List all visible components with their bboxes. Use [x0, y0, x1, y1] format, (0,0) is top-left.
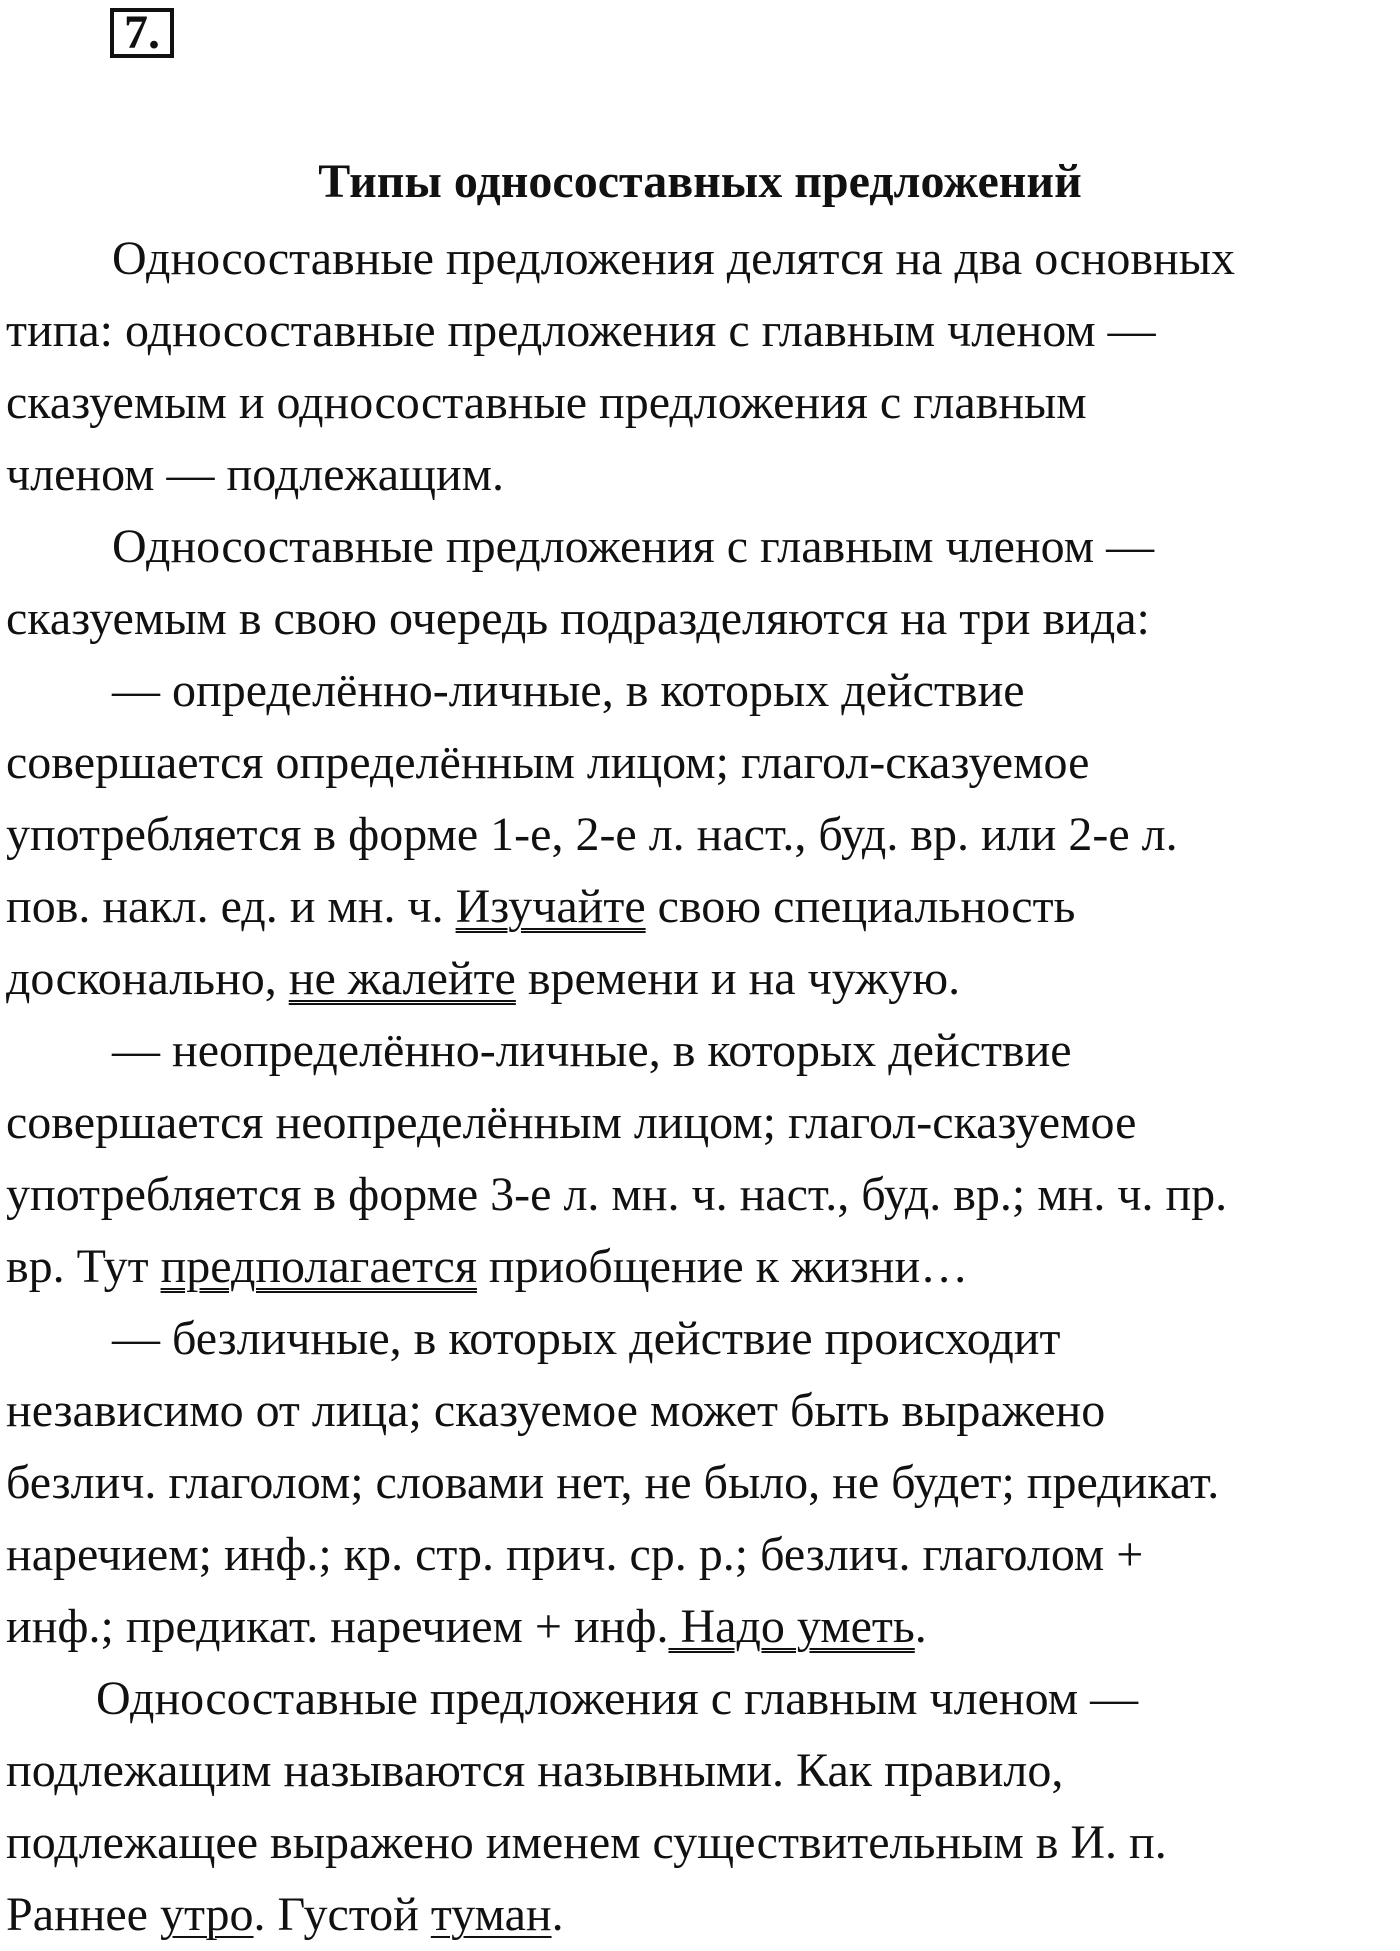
- task-number-box: 7.: [110, 8, 174, 58]
- predicate-underlined-text: не жалейте: [288, 952, 516, 1005]
- text-line: [6, 1231, 968, 1303]
- text-span: совершается определённым лицом; глагол-сказуемое: [6, 736, 1090, 789]
- text-line: [6, 1807, 1167, 1879]
- text-line: [6, 1087, 1136, 1159]
- text-line: [96, 1663, 1138, 1735]
- text-span: Односоставные предложения делятся на два основных: [112, 232, 1235, 285]
- text-span: Раннее: [6, 1888, 160, 1941]
- text-line: [112, 223, 1235, 295]
- text-line: [6, 1159, 1227, 1231]
- text-line: [6, 943, 960, 1015]
- text-span: подлежащее выражено именем существительным в И. п.: [6, 1816, 1167, 1869]
- text-span: безлич. глаголом; словами нет, не было, не будет; предикат.: [6, 1456, 1220, 1509]
- text-span: совершается неопределённым лицом; глагол-сказуемое: [6, 1096, 1137, 1149]
- text-span: типа: односоставные предложения с главным членом —: [6, 304, 1156, 357]
- text-line: [6, 1375, 1105, 1447]
- text-line: [112, 1015, 1072, 1087]
- text-span: — безличные, в которых действие происходит: [112, 1312, 1061, 1365]
- predicate-underlined-text: Изучайте: [455, 880, 646, 933]
- text-span: пов. накл. ед. и мн. ч.: [6, 880, 456, 933]
- text-span: независимо от лица; сказуемое может быть выражено: [6, 1384, 1106, 1437]
- predicate-underlined-text: Надо уметь: [668, 1600, 915, 1653]
- text-span: вр. Тут: [6, 1240, 161, 1293]
- text-span: употребляется в форме 1-е, 2-е л. наст., буд. вр. или 2-е л.: [6, 808, 1178, 861]
- text-span: — определённо-личные, в которых действие: [112, 664, 1025, 717]
- text-span: свою специальность: [645, 880, 1076, 933]
- text-span: — неопределённо-личные, в которых действие: [112, 1024, 1072, 1077]
- text-line: [6, 583, 1150, 655]
- text-span: членом — подлежащим.: [6, 448, 505, 501]
- subject-underlined-text: утро: [159, 1888, 254, 1941]
- text-span: подлежащим называются назывными. Как правило,: [6, 1744, 1064, 1797]
- text-line: [6, 1735, 1063, 1807]
- text-line: [6, 1519, 1143, 1591]
- text-span: . Густой: [253, 1888, 431, 1941]
- page-title: Типы односоставных предложений: [318, 155, 1082, 208]
- text-span: времени и на чужую.: [515, 952, 961, 1005]
- text-span: досконально,: [6, 952, 289, 1005]
- text-span: инф.; предикат. наречием + инф.: [6, 1600, 669, 1653]
- text-span: Односоставные предложения с главным членом —: [96, 1672, 1139, 1725]
- subject-underlined-text: туман: [430, 1888, 552, 1941]
- text-span: .: [551, 1888, 564, 1941]
- text-line: [6, 799, 1178, 871]
- text-line: [6, 295, 1156, 367]
- text-line: [112, 1303, 1060, 1375]
- text-span: наречием; инф.; кр. стр. прич. ср. р.; безлич. глаголом +: [6, 1528, 1144, 1581]
- text-line: [6, 1591, 927, 1663]
- text-span: Односоставные предложения с главным членом —: [112, 520, 1155, 573]
- text-span: употребляется в форме 3-е л. мн. ч. наст., буд. вр.; мн. ч. пр.: [6, 1168, 1228, 1221]
- text-line: [6, 439, 504, 511]
- text-span: сказуемым в свою очередь подразделяются на три вида:: [6, 592, 1150, 645]
- text-line: [6, 1447, 1219, 1519]
- text-line: [6, 727, 1089, 799]
- text-span: сказуемым и односоставные предложения с главным: [6, 376, 1087, 429]
- text-line: [112, 655, 1025, 727]
- text-line: [112, 511, 1154, 583]
- text-line: [6, 367, 1087, 439]
- predicate-underlined-text: предполагается: [160, 1240, 477, 1293]
- text-span: .: [914, 1600, 927, 1653]
- text-line: [6, 1879, 564, 1951]
- text-line: [6, 871, 1075, 943]
- text-span: приобщение к жизни…: [476, 1240, 969, 1293]
